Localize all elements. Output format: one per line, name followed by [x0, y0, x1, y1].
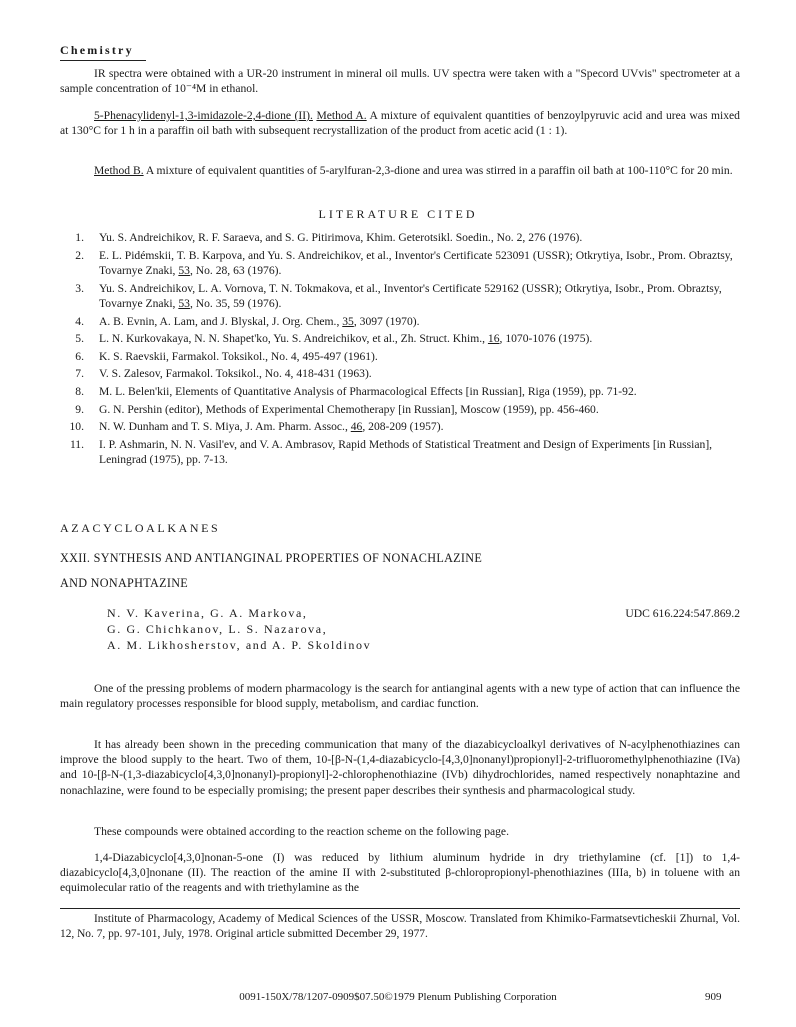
- reference-text-end: , 3097 (1970).: [353, 314, 420, 328]
- reference-number: 6.: [75, 349, 84, 363]
- reference-text-end: , 1070-1076 (1975).: [499, 332, 593, 346]
- reference-text: M. L. Belen'kii, Elements of Quantitative Analysis of Pharmacological Effects [in Russian], Riga (1959), pp. 71-92.: [99, 384, 637, 398]
- reference-number: 7.: [75, 367, 84, 381]
- body-paragraph: It has already been shown in the preceding communication that many of the diazabicycloalkyl derivatives of N-acylphenothiazines can improve the blood supply to the heart. Two of them, 10-[β-N-(1,4-diazabicyclo-[4,3,0]nonanyl)propionyl]-2-trifluoromethylphenothiazine (IVa) and 10-[β-N-(1,3-diazabicyclo[4,3,0]nonanyl)-propionyl]-2-chlorophenothiazine (IVb) dihydrochlorides, named respectively nonaphtazine and nonachlazine, were found to be especially promising; the present paper describes their synthesis and pharmacological study.: [60, 738, 740, 797]
- footer-code: 0091-150X/78/1207-0909$07.50©1979 Plenum Publishing Corporation: [239, 991, 557, 1003]
- author-list: [107, 605, 371, 653]
- reference-volume: 16: [487, 332, 500, 346]
- reference-number: 2.: [75, 248, 84, 262]
- reference-item: [60, 248, 750, 279]
- reference-item: [60, 437, 750, 468]
- reference-item: [60, 230, 750, 245]
- reference-text-end: , 208-209 (1957).: [362, 420, 444, 434]
- reference-item: [60, 314, 750, 329]
- reference-number: 1.: [75, 231, 84, 244]
- reference-text: Yu. S. Andreichikov, R. F. Saraeva, and S. G. Pitirimova, Khim. Geterotsikl. Soedin., No. 2, 276 (1976).: [99, 231, 583, 244]
- reference-volume: 35: [342, 314, 354, 328]
- reference-text: I. P. Ashmarin, N. N. Vasil'ev, and V. A. Ambrasov, Rapid Methods of Statistical Treatment and Design of Experiments [in Russian], Leningrad (1975), pp. 7-13.: [99, 437, 713, 467]
- reference-item: [60, 331, 750, 346]
- reference-text-end: , No. 28, 63 (1976).: [189, 264, 282, 277]
- author-line: G. G. Chichkanov, L. S. Nazarova,: [107, 622, 328, 636]
- reference-number: 9.: [75, 402, 84, 416]
- reference-text-end: , No. 35, 59 (1976).: [189, 297, 282, 310]
- article-title-line1: XXII. SYNTHESIS AND ANTIANGINAL PROPERTIES OF NONACHLAZINE: [60, 551, 483, 565]
- method-b-label: Method B.: [94, 164, 144, 177]
- reference-number: 3.: [75, 281, 84, 295]
- method-b-text: A mixture of equivalent quantities of 5-arylfuran-2,3-dione and urea was stirred in a paraffin oil bath at 100-110°C for 20 min.: [143, 164, 733, 177]
- reference-number: 11.: [69, 437, 84, 451]
- body-paragraph: 1,4-Diazabicyclo[4,3,0]nonan-5-one (I) was reduced by lithium aluminum hydride in dry triethylamine (cf. [1]) to 1,4-diazabicyclo[4,3,0]nonane (II). The reaction of the amine II with 2-substituted β-chloropropionyl-phenothiazines (IIIa, b) in toluene with an equimolecular ratio of the reagents and with triethylamine as the: [60, 851, 740, 895]
- reference-number: 8.: [75, 384, 84, 398]
- reference-text: L. N. Kurkovakaya, N. N. Shapet'ko, Yu. S. Andreichikov, et al., Zh. Struct. Khim.,: [99, 332, 488, 346]
- reference-text: A. B. Evnin, A. Lam, and J. Blyskal, J. Org. Chem.,: [99, 314, 343, 328]
- reference-text: E. L. Pidémskii, T. B. Karpova, and Yu. S. Andreichikov, et al., Inventor's Certificate 523091 (USSR); Otkrytiya, Isobr., Prom. Obraztsy, Tovarnye Znaki,: [99, 248, 733, 277]
- reference-number: 5.: [75, 332, 84, 346]
- method-a-label: Method A.: [316, 109, 367, 122]
- footnote: Institute of Pharmacology, Academy of Medical Sciences of the USSR, Moscow. Translated from Khimiko-Farmatsevticheskii Zhurnal, Vol. 12, No. 7, pp. 97-101, July, 1978. Original article submitted December 29, 1977.: [60, 913, 740, 941]
- body-paragraph: These compounds were obtained according to the reaction scheme on the following page.: [94, 825, 509, 838]
- section-header-rule: [60, 60, 146, 61]
- method-a-paragraph: [60, 108, 740, 138]
- compound-name: 5-Phenacylidenyl-1,3-imidazole-2,4-dione (II).: [94, 109, 313, 122]
- reference-item: [60, 366, 750, 381]
- footnote-rule: [60, 908, 740, 909]
- author-line: N. V. Kaverina, G. A. Markova,: [107, 606, 308, 620]
- reference-text: N. W. Dunham and T. S. Miya, J. Am. Pharm. Assoc.,: [99, 420, 351, 434]
- reference-list: [60, 230, 750, 470]
- article-title-line2: AND NONAPHTAZINE: [60, 576, 189, 590]
- reference-text: K. S. Raevskii, Farmakol. Toksikol., No. 4, 495-497 (1961).: [99, 349, 378, 363]
- reference-volume: 46: [350, 420, 363, 434]
- method-b-paragraph: [60, 163, 740, 178]
- reference-number: 4.: [75, 314, 84, 328]
- intro-paragraph: IR spectra were obtained with a UR-20 instrument in mineral oil mulls. UV spectra were taken with a "Specord UVvis" spectrometer at a sample concentration of 10⁻⁴M in ethanol.: [60, 67, 740, 96]
- page-number: 909: [705, 991, 722, 1003]
- section-header: Chemistry: [60, 43, 134, 57]
- udc-code: UDC 616.224:547.869.2: [625, 607, 740, 620]
- body-paragraph: One of the pressing problems of modern pharmacology is the search for antianginal agents with a new type of action that can influence the main regulatory processes responsible for blood supply, metabolism, and cardiac function.: [60, 682, 740, 711]
- reference-item: [60, 349, 750, 364]
- reference-item: [60, 384, 750, 399]
- author-line: A. M. Likhosherstov, and A. P. Skoldinov: [107, 638, 372, 652]
- series-title: AZACYCLOALKANES: [60, 521, 221, 535]
- reference-text: G. N. Pershin (editor), Methods of Experimental Chemotherapy [in Russian], Moscow (1959), pp. 456-460.: [99, 402, 599, 416]
- method-a-text: A mixture of equivalent quantities of benzoylpyruvic acid and urea was mixed at 130°C for 1 h in a paraffin oil bath with subsequent recrystallization of the product from acetic acid (1 : 1).: [60, 109, 740, 138]
- reference-volume: 53: [178, 297, 190, 310]
- reference-text: V. S. Zalesov, Farmakol. Toksikol., No. 4, 418-431 (1963).: [99, 367, 372, 381]
- reference-volume: 53: [178, 264, 190, 277]
- reference-item: [60, 402, 750, 417]
- reference-item: [60, 281, 750, 312]
- reference-text: Yu. S. Andreichikov, L. A. Vornova, T. N. Tokmakova, et al., Inventor's Certificate 529162 (USSR); Otkrytiya, Isobr., Prom. Obraztsy, Tovarnye Znaki,: [99, 281, 722, 310]
- literature-title: LITERATURE CITED: [318, 207, 478, 221]
- reference-number: 10.: [69, 420, 84, 434]
- reference-item: [60, 419, 750, 434]
